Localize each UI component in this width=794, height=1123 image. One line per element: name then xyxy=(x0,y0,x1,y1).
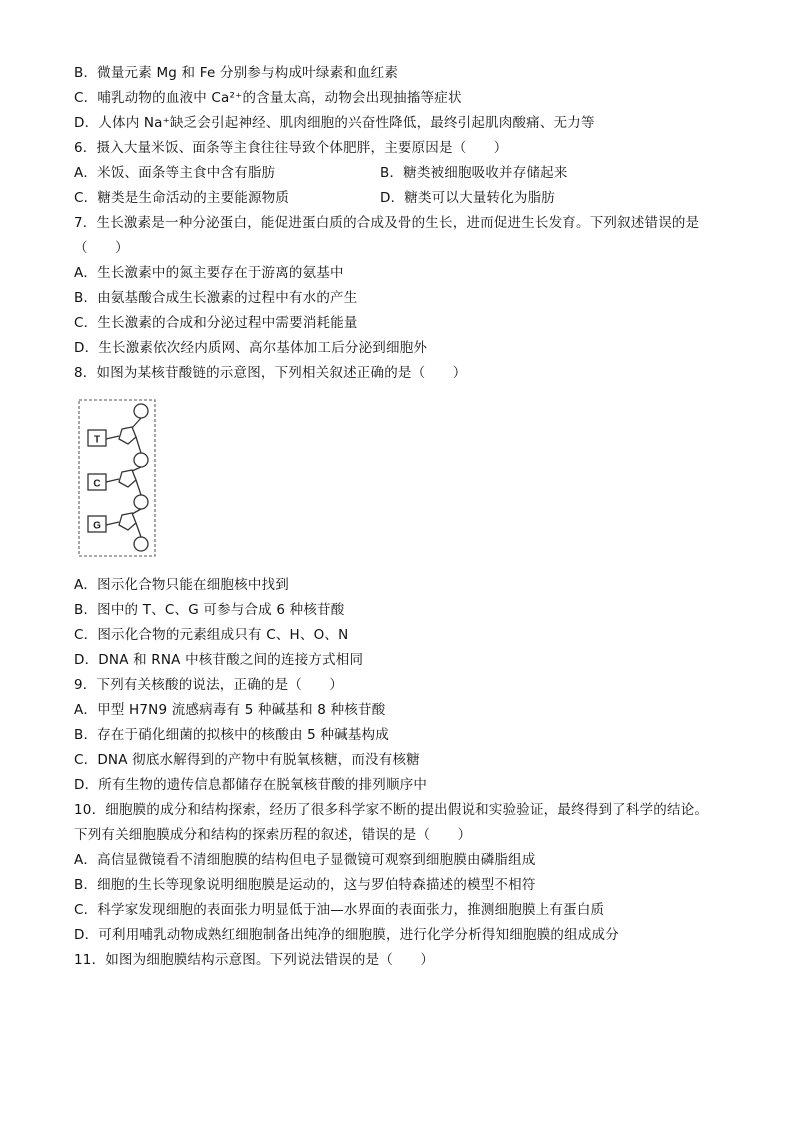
base-label: C xyxy=(93,478,101,490)
q5-option-c: C．哺乳动物的血液中 Ca²⁺的含量太高，动物会出现抽搐等症状 xyxy=(74,90,462,106)
q6-option-c: C．糖类是生命活动的主要能源物质 xyxy=(74,190,290,206)
deoxyribose-pentagon xyxy=(119,513,136,530)
q8-option-c: C．图示化合物的元素组成只有 C、H、O、N xyxy=(74,627,349,643)
q7-option-b: B．由氨基酸合成生长激素的过程中有水的产生 xyxy=(74,290,358,306)
q9-option-a: A．甲型 H7N9 流感病毒有 5 种碱基和 8 种核苷酸 xyxy=(74,702,386,718)
q8-option-b: B．图中的 T、C、G 可参与合成 6 种核苷酸 xyxy=(74,602,345,618)
q10-option-c: C．科学家发现细胞的表面张力明显低于油—水界面的表面张力，推测细胞膜上有蛋白质 xyxy=(74,902,605,918)
q10-option-b: B．细胞的生长等现象说明细胞膜是运动的，这与罗伯特森描述的模型不相符 xyxy=(74,877,536,893)
q10-option-d: D．可利用哺乳动物成熟红细胞制备出纯净的细胞膜，进行化学分析得知细胞膜的组成成分 xyxy=(74,927,619,943)
q10-stem-line1: 10．细胞膜的成分和结构探索，经历了很多科学家不断的提出假说和实验验证，最终得到了科学的结论。 xyxy=(74,802,709,818)
q9-option-c: C．DNA 彻底水解得到的产物中有脱氧核糖，而没有核糖 xyxy=(74,752,420,768)
phosphate-circle xyxy=(134,495,148,509)
phosphate-circle xyxy=(134,537,148,551)
q6-option-a: A．米饭、面条等主食中含有脂肪 xyxy=(74,165,276,181)
q9-stem: 9．下列有关核酸的说法，正确的是（ ） xyxy=(74,677,344,693)
q6-stem: 6．摄入大量米饭、面条等主食往往导致个体肥胖，主要原因是（ ） xyxy=(74,140,508,156)
nucleotide-chain-figure xyxy=(78,399,156,557)
q8-option-a: A．图示化合物只能在细胞核中找到 xyxy=(74,577,289,593)
q7-stem: 7．生长激素是一种分泌蛋白，能促进蛋白质的合成及骨的生长，进而促进生长发育。下列叙述错误的是 xyxy=(74,215,700,231)
q6-option-b: B．糖类被细胞吸收并存储起来 xyxy=(380,165,568,181)
q8-stem: 8．如图为某核苷酸链的示意图，下列相关叙述正确的是（ ） xyxy=(74,365,467,381)
q7-paren: （ ） xyxy=(74,240,129,256)
q10-option-a: A．高信显微镜看不清细胞膜的结构但电子显微镜可观察到细胞膜由磷脂组成 xyxy=(74,852,536,868)
nucleotide-c xyxy=(88,467,141,495)
q8-option-d: D．DNA 和 RNA 中核苷酸之间的连接方式相同 xyxy=(74,652,364,668)
q7-option-c: C．生长激素的合成和分泌过程中需要消耗能量 xyxy=(74,315,358,331)
q5-option-b: B．微量元素 Mg 和 Fe 分别参与构成叶绿素和血红素 xyxy=(74,65,399,81)
q11-stem: 11．如图为细胞膜结构示意图。下列说法错误的是（ ） xyxy=(74,952,435,968)
phosphate-circle xyxy=(134,453,148,467)
deoxyribose-pentagon xyxy=(119,427,136,444)
base-label: T xyxy=(93,434,101,446)
q10-stem-line2: 下列有关细胞膜成分和结构的探索历程的叙述，错误的是（ ） xyxy=(74,827,472,843)
q6-option-d: D．糖类可以大量转化为脂肪 xyxy=(380,190,555,206)
nucleotide-t xyxy=(88,418,141,453)
q7-option-d: D．生长激素依次经内质网、高尔基体加工后分泌到细胞外 xyxy=(74,340,428,356)
phosphate-circle xyxy=(134,404,148,418)
base-label: G xyxy=(93,520,101,532)
q9-option-b: B．存在于硝化细菌的拟核中的核酸由 5 种碱基构成 xyxy=(74,727,389,743)
q9-option-d: D．所有生物的遗传信息都储存在脱氧核苷酸的排列顺序中 xyxy=(74,777,428,793)
q5-option-d: D．人体内 Na⁺缺乏会引起神经、肌肉细胞的兴奋性降低，最终引起肌肉酸痛、无力等 xyxy=(74,115,595,131)
deoxyribose-pentagon xyxy=(119,470,136,487)
q7-option-a: A．生长激素中的氮主要存在于游离的氨基中 xyxy=(74,265,344,281)
nucleotide-g xyxy=(88,509,141,537)
